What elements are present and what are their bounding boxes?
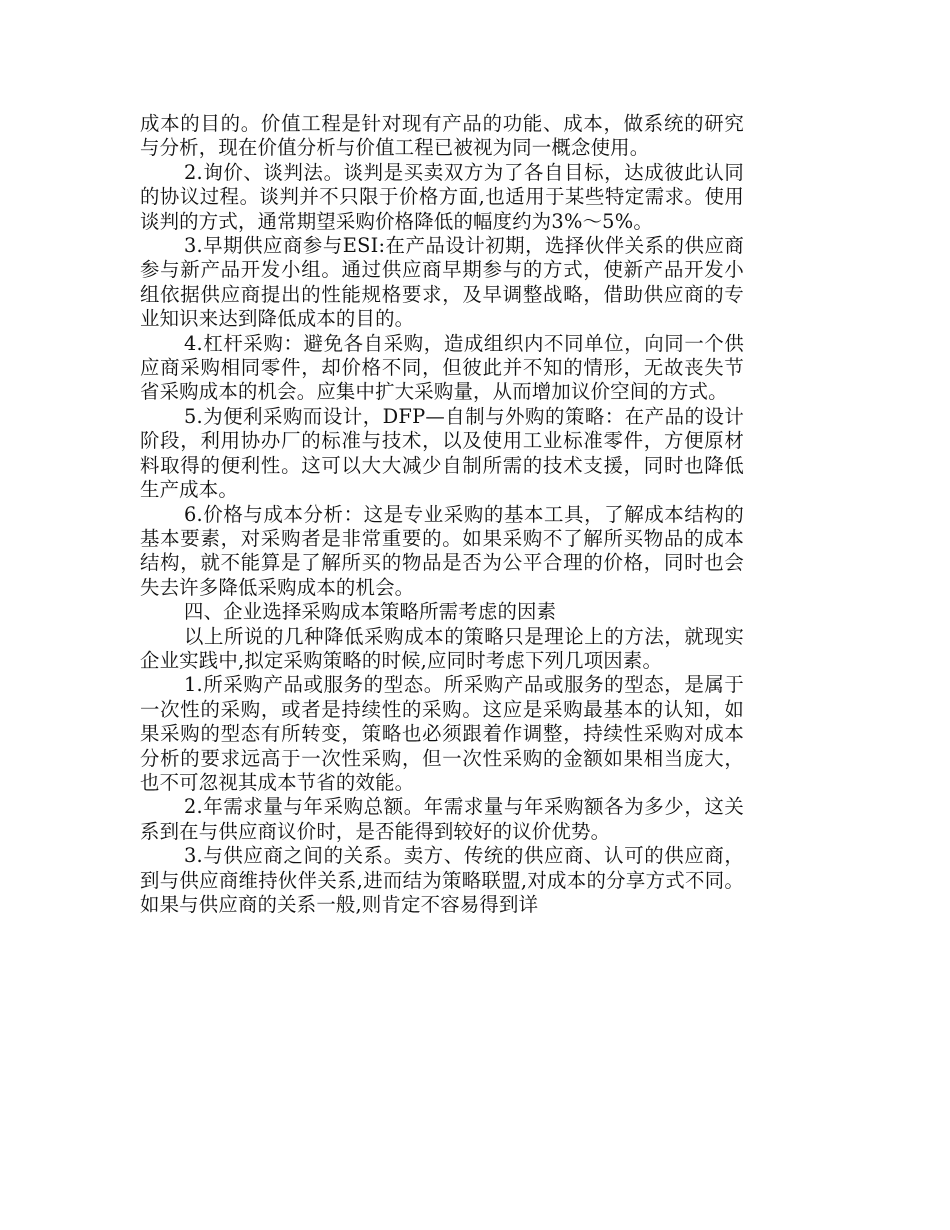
paragraph-factors-intro: 以上所说的几种降低采购成本的策略只是理论上的方法，就现实企业实践中,拟定采购策略的时候,应同时考虑下列几项因素。 xyxy=(140,624,744,672)
paragraph-early-supplier-involvement: 3.早期供应商参与ESI:在产品设计初期，选择伙伴关系的供应商参与新产品开发小组。通过供应商早期参与的方式，使新产品开发小组依据供应商提出的性能规格要求，及早调整战略，借助供应商的专业知识来达到降低成本的目的。 xyxy=(140,234,744,331)
paragraph-design-for-purchasing: 5.为便利采购而设计，DFP—自制与外购的策略：在产品的设计阶段，利用协办厂的标准与技术，以及使用工业标准零件，方便原材料取得的便利性。这可以大大减少自制所需的技术支援，同时也降低生产成本。 xyxy=(140,404,744,502)
section-heading-factors: 四、企业选择采购成本策略所需考虑的因素 xyxy=(184,600,557,624)
paragraph-value-engineering-end: 成本的目的。价值工程是针对现有产品的功能、成本，做系统的研究与分析，现在价值分析与价值工程已被视为同一概念使用。 xyxy=(140,112,744,160)
paragraph-supplier-relationship: 3.与供应商之间的关系。卖方、传统的供应商、认可的供应商，到与供应商维持伙伴关系,进而结为策略联盟,对成本的分享方式不同。如果与供应商的关系一般,则肯定不容易得到详 xyxy=(140,844,744,916)
paragraph-negotiation: 2.询价、谈判法。谈判是买卖双方为了各自目标，达成彼此认同的协议过程。谈判并不只限于价格方面,也适用于某些特定需求。使用谈判的方式，通常期望采购价格降低的幅度约为3%～5%。 xyxy=(140,160,744,233)
document-body xyxy=(140,112,744,917)
paragraph-purchase-type: 1.所采购产品或服务的型态。所采购产品或服务的型态，是属于一次性的采购，或者是持续性的采购。这应是采购最基本的认知，如果采购的型态有所转变，策略也必须跟着作调整，持续性采购对成本分析的要求远高于一次性采购，但一次性采购的金额如果相当庞大，也不可忽视其成本节省的效能。 xyxy=(140,673,744,794)
paragraph-price-cost-analysis: 6.价格与成本分析：这是专业采购的基本工具，了解成本结构的基本要素，对采购者是非常重要的。如果采购不了解所买物品的成本结构，就不能算是了解所买的物品是否为公平合理的价格，同时也会失去许多降低采购成本的机会。 xyxy=(140,502,744,599)
paragraph-leverage-purchasing: 4.杠杆采购：避免各自采购，造成组织内不同单位，向同一个供应商采购相同零件，却价格不同，但彼此并不知的情形，无故丧失节省采购成本的机会。应集中扩大采购量，从而增加议价空间的方式。 xyxy=(140,331,744,404)
paragraph-annual-demand: 2.年需求量与年采购总额。年需求量与年采购额各为多少，这关系到在与供应商议价时，是否能得到较好的议价优势。 xyxy=(140,795,744,843)
